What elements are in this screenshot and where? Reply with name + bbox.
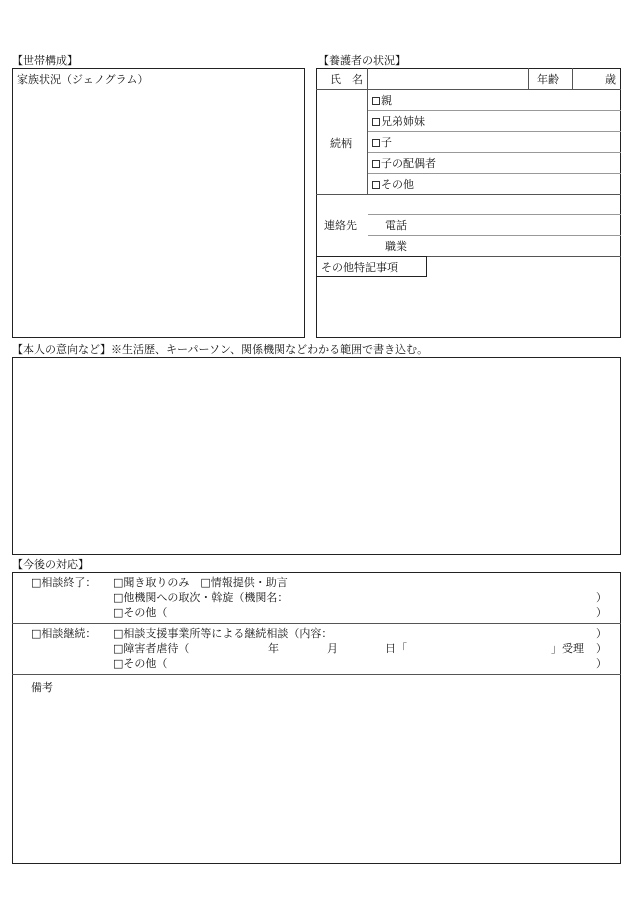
relation-option-child[interactable]: 子 — [372, 136, 392, 149]
notes-area[interactable] — [317, 278, 620, 336]
intent-box[interactable] — [12, 357, 621, 555]
end-option-referral[interactable]: □他機関への取次・斡旋（機関名： — [113, 591, 289, 604]
intent-heading: 【本人の意向など】※生活歴、キーパーソン、関係機関などわかる範囲で書き込む。 — [12, 343, 429, 356]
contact-address-field[interactable] — [368, 195, 621, 214]
relation-option-sibling[interactable]: 兄弟姉妹 — [372, 115, 425, 128]
day-label: 日「 — [385, 642, 407, 655]
guardian-heading: 【養護者の状況】 — [318, 54, 406, 67]
notes-label: その他特記事項 — [321, 261, 398, 274]
remarks-label: 備考 — [31, 681, 53, 694]
remarks-area[interactable] — [13, 696, 620, 862]
consult-end-checkbox[interactable]: □相談終了： — [31, 576, 97, 589]
received-label: 」受理 — [551, 642, 584, 655]
checkbox[interactable] — [372, 160, 380, 168]
checkbox[interactable] — [372, 139, 380, 147]
consult-continue-checkbox[interactable]: □相談継続： — [31, 627, 97, 640]
job-label: 職業 — [385, 240, 407, 253]
name-label: 氏 名 — [330, 73, 363, 86]
checkbox[interactable] — [372, 181, 380, 189]
checkbox[interactable] — [372, 118, 380, 126]
month-label: 月 — [327, 642, 338, 655]
checkbox[interactable] — [372, 97, 380, 105]
family-heading: 【世帯構成】 — [12, 54, 78, 67]
close-paren: ） — [596, 591, 607, 604]
close-paren: ） — [596, 657, 607, 670]
age-label: 年齢 — [537, 73, 559, 86]
relation-option-parent[interactable]: 親 — [372, 94, 392, 107]
close-paren: ） — [596, 627, 607, 640]
end-option-other[interactable]: □その他（ — [113, 606, 168, 619]
continue-option-abuse[interactable]: □障害者虐待（ — [113, 642, 190, 655]
relation-label: 続柄 — [330, 137, 352, 150]
relation-option-child-spouse[interactable]: 子の配偶者 — [372, 157, 436, 170]
continue-option-support[interactable]: □相談支援事業所等による継続相談（内容： — [113, 627, 333, 640]
family-box[interactable] — [12, 68, 305, 338]
name-field[interactable] — [368, 69, 528, 88]
end-option-1[interactable]: □聞き取りのみ □情報提供・助言 — [113, 576, 288, 589]
contact-label: 連絡先 — [324, 219, 357, 232]
genogram-label: 家族状況（ジェノグラム） — [17, 73, 149, 86]
phone-label: 電話 — [385, 219, 407, 232]
age-unit: 歳 — [605, 73, 616, 86]
relation-option-other[interactable]: その他 — [372, 178, 414, 191]
continue-option-other[interactable]: □その他（ — [113, 657, 168, 670]
close-paren: ） — [596, 642, 607, 655]
close-paren: ） — [596, 606, 607, 619]
response-heading: 【今後の対応】 — [12, 558, 89, 571]
year-label: 年 — [268, 642, 279, 655]
age-field[interactable] — [573, 69, 603, 88]
